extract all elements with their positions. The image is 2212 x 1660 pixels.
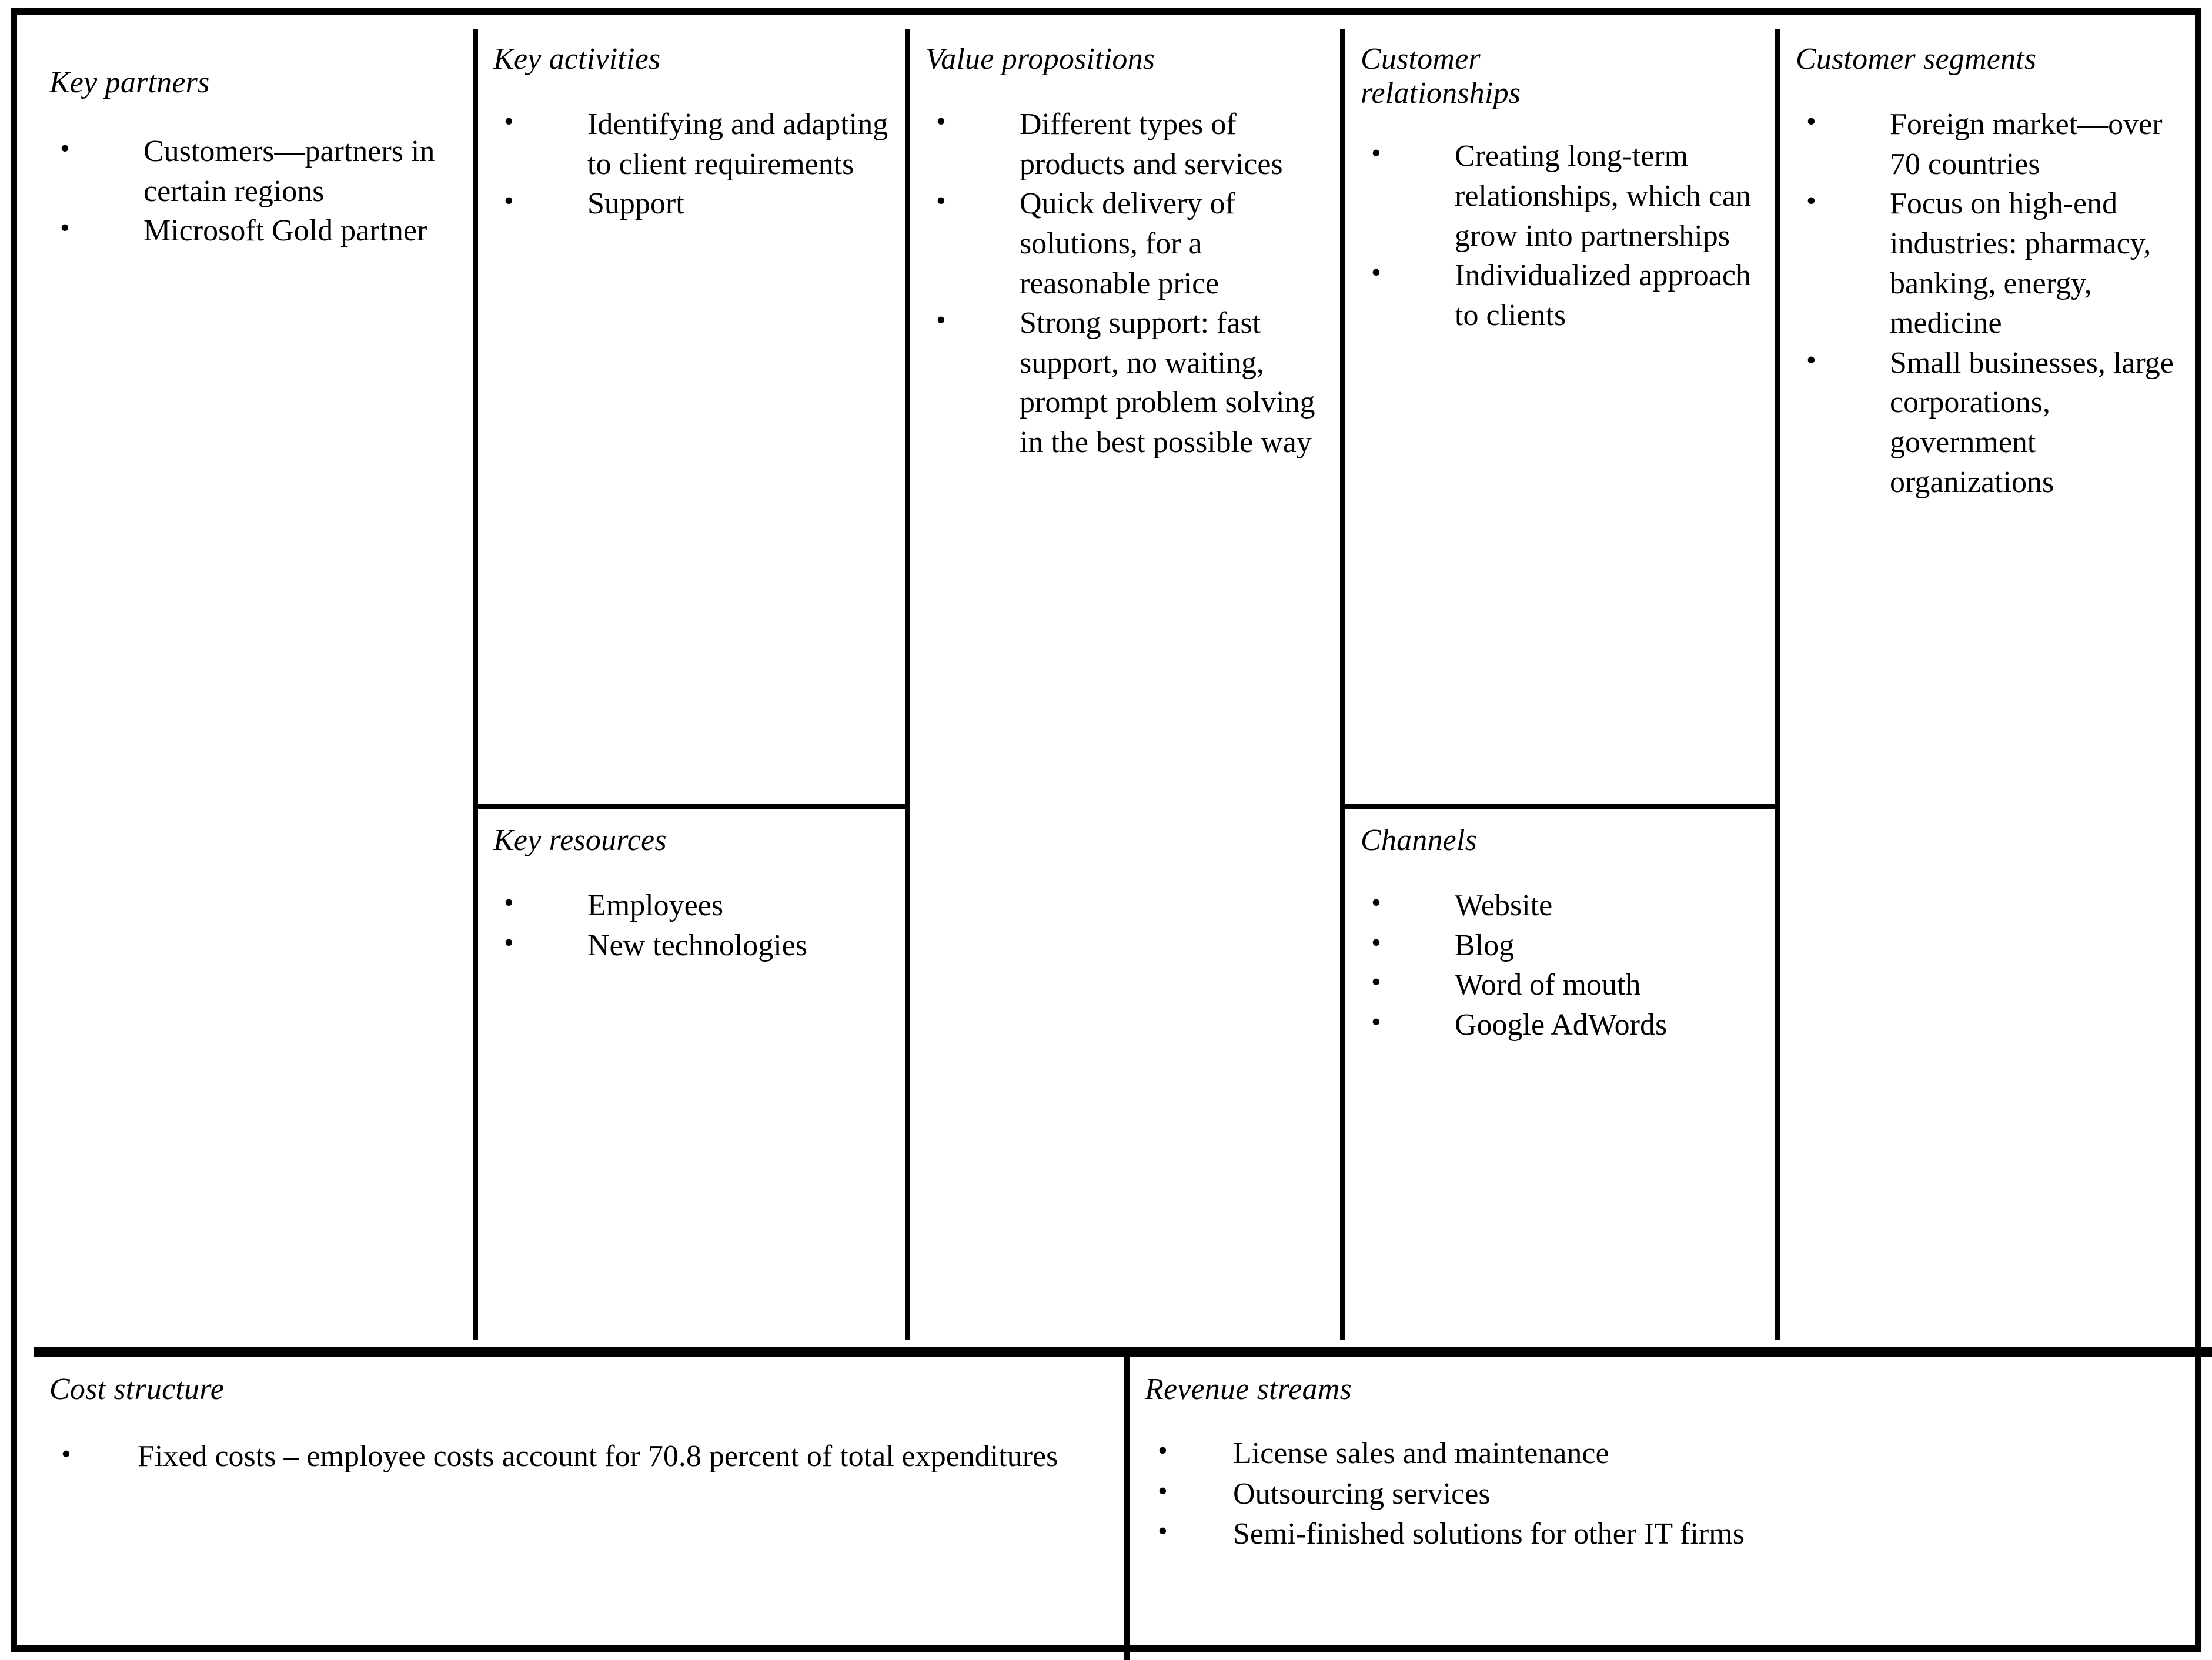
canvas-outer-frame (11, 8, 2201, 1652)
list-item: • Individualized approach to clients (1361, 256, 1761, 335)
channels-list (1361, 886, 1761, 1045)
list-item: • New technologies (493, 926, 891, 966)
list-item: • Website (1361, 886, 1761, 926)
list-item: • Word of mouth (1361, 965, 1761, 1005)
list-item: • Customers—partners in certain regions (49, 132, 459, 211)
block-value-propositions (905, 29, 1340, 1340)
block-cost-structure (34, 1357, 1124, 1660)
cell-customer-segments (1780, 29, 2212, 1340)
revenue-streams-title: Revenue streams (1145, 1373, 1352, 1406)
cell-key-activities (478, 29, 905, 804)
key-activities-title: Key activities (493, 42, 661, 76)
customer-segments-title: Customer segments (1796, 42, 2037, 76)
cell-value-propositions (910, 29, 1340, 1340)
customer-relationships-title: Customer relationships (1361, 42, 1521, 111)
block-customer-segments (1775, 29, 2212, 1340)
list-item: • Blog (1361, 926, 1761, 966)
block-revenue-streams (1124, 1357, 2212, 1660)
list-item: • Outsourcing services (1145, 1474, 2194, 1515)
list-item: • Microsoft Gold partner (49, 211, 459, 251)
list-item: • Google AdWords (1361, 1005, 1761, 1045)
block-key-partners (34, 29, 473, 1340)
cost-structure-list (49, 1437, 1107, 1477)
list-item: • License sales and maintenance (1145, 1434, 2194, 1474)
list-item: • Identifying and adapting to client requirements (493, 105, 891, 184)
block-key-activities-resources (473, 29, 905, 1340)
block-customer-relationships-channels (1340, 29, 1775, 1340)
key-partners-title: Key partners (49, 66, 210, 99)
list-item: • Employees (493, 886, 891, 926)
cell-key-resources (478, 804, 905, 1340)
cell-key-partners (34, 29, 473, 1340)
list-item: • Small businesses, large corporations, government organizations (1796, 343, 2198, 502)
list-item: • Fixed costs – employee costs account for 70.8 percent of total expenditures (49, 1437, 1107, 1477)
value-propositions-title: Value propositions (925, 42, 1155, 76)
list-item: • Foreign market—over 70 countries (1796, 105, 2198, 184)
key-partners-list (49, 132, 459, 251)
cell-channels (1345, 804, 1775, 1340)
revenue-streams-list (1145, 1434, 2194, 1555)
cost-structure-title: Cost structure (49, 1373, 225, 1406)
list-item: • Different types of products and services (925, 105, 1326, 184)
key-activities-list (493, 105, 891, 224)
canvas-bottom-band (34, 1347, 2212, 1660)
list-item: • Strong support: fast support, no waiting, prompt problem solving in the best possible way (925, 303, 1326, 462)
list-item: • Creating long-term relationships, which can grow into partnerships (1361, 136, 1761, 256)
key-resources-title: Key resources (493, 824, 667, 857)
list-item: • Semi-finished solutions for other IT firms (1145, 1514, 2194, 1555)
cell-customer-relationships (1345, 29, 1775, 804)
list-item: • Quick delivery of solutions, for a reasonable price (925, 184, 1326, 303)
key-resources-list (493, 886, 891, 965)
list-item: • Focus on high-end industries: pharmacy, banking, energy, medicine (1796, 184, 2198, 343)
customer-segments-list (1796, 105, 2198, 502)
customer-relationships-list (1361, 136, 1761, 335)
canvas-top-band (34, 29, 2212, 1340)
list-item: • Support (493, 184, 891, 224)
channels-title: Channels (1361, 824, 1478, 857)
value-propositions-list (925, 105, 1326, 462)
